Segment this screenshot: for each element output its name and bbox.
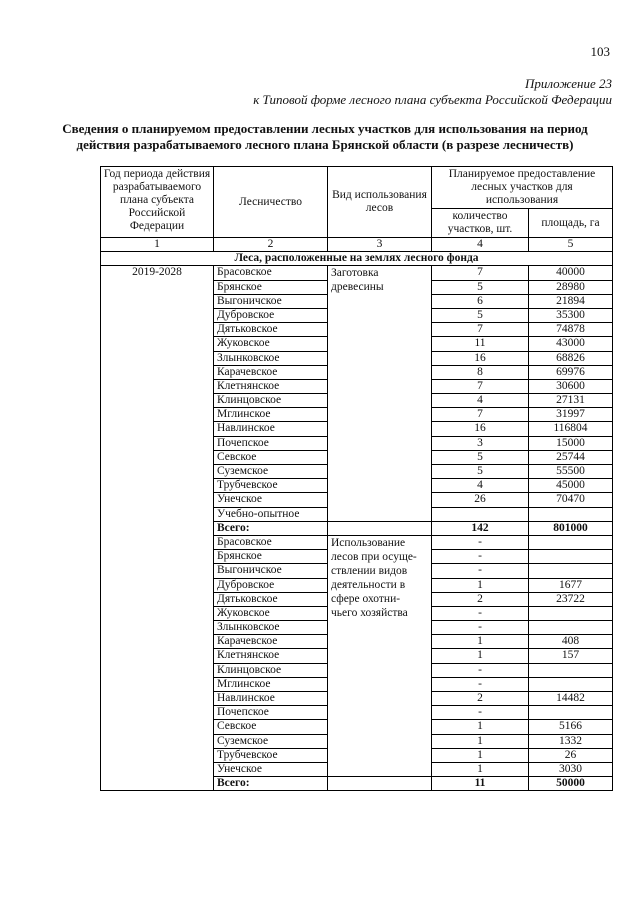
area-cell bbox=[529, 550, 613, 564]
area-cell: 35300 bbox=[529, 308, 613, 322]
forestry-cell: Мглинское bbox=[214, 677, 328, 691]
header-use-type: Вид использования лесов bbox=[328, 167, 432, 238]
area-cell: 68826 bbox=[529, 351, 613, 365]
count-cell bbox=[432, 507, 529, 521]
total-use-empty bbox=[328, 521, 432, 535]
appendix-caption bbox=[253, 76, 612, 108]
area-cell: 3030 bbox=[529, 762, 613, 776]
area-cell bbox=[529, 535, 613, 549]
forestry-cell: Учебно-опытное bbox=[214, 507, 328, 521]
total-label: Всего: bbox=[214, 777, 328, 791]
forestry-cell: Дятьковское bbox=[214, 592, 328, 606]
forestry-cell: Суземское bbox=[214, 734, 328, 748]
count-cell: 11 bbox=[432, 337, 529, 351]
forestry-cell: Брасовское bbox=[214, 535, 328, 549]
area-cell: 69976 bbox=[529, 365, 613, 379]
area-cell: 28980 bbox=[529, 280, 613, 294]
total-count: 142 bbox=[432, 521, 529, 535]
use-type-cell bbox=[328, 535, 432, 776]
area-cell bbox=[529, 677, 613, 691]
forestry-cell: Клинцовское bbox=[214, 394, 328, 408]
use-type-line: деятельности в bbox=[331, 578, 406, 591]
header-count: количество участков, шт. bbox=[432, 209, 529, 238]
use-type-cell: Заготовка древесины bbox=[328, 266, 432, 521]
area-cell bbox=[529, 606, 613, 620]
area-cell: 1677 bbox=[529, 578, 613, 592]
area-cell: 116804 bbox=[529, 422, 613, 436]
forestry-cell: Клетнянское bbox=[214, 379, 328, 393]
forestry-cell: Навлинское bbox=[214, 692, 328, 706]
use-type-line: сфере охотни- bbox=[331, 592, 401, 605]
count-cell: 16 bbox=[432, 351, 529, 365]
count-cell: - bbox=[432, 535, 529, 549]
area-cell: 74878 bbox=[529, 323, 613, 337]
forestry-cell: Почепское bbox=[214, 436, 328, 450]
forestry-cell: Трубчевское bbox=[214, 479, 328, 493]
count-cell: - bbox=[432, 564, 529, 578]
forestry-cell: Унечское bbox=[214, 762, 328, 776]
appendix-line-1: Приложение 23 bbox=[524, 76, 612, 91]
document-title: Сведения о планируемом предоставлении лесных участков для использования на период действия разрабатываемого лесного плана Брянской области (в разрезе лесничеств) bbox=[62, 121, 588, 152]
forestry-cell: Дятьковское bbox=[214, 323, 328, 337]
area-cell bbox=[529, 507, 613, 521]
forestry-cell: Дубровское bbox=[214, 578, 328, 592]
forestry-cell: Почепское bbox=[214, 706, 328, 720]
count-cell: 1 bbox=[432, 635, 529, 649]
area-cell: 31997 bbox=[529, 408, 613, 422]
area-cell: 21894 bbox=[529, 294, 613, 308]
forestry-cell: Злынковское bbox=[214, 351, 328, 365]
total-area: 801000 bbox=[529, 521, 613, 535]
total-area: 50000 bbox=[529, 777, 613, 791]
total-label: Всего: bbox=[214, 521, 328, 535]
forestry-cell: Злынковское bbox=[214, 621, 328, 635]
count-cell: - bbox=[432, 706, 529, 720]
table-body bbox=[101, 238, 613, 791]
count-cell: 6 bbox=[432, 294, 529, 308]
use-type-line: Использование bbox=[331, 536, 406, 549]
area-cell: 408 bbox=[529, 635, 613, 649]
forestry-cell: Дубровское bbox=[214, 308, 328, 322]
area-cell: 26 bbox=[529, 748, 613, 762]
count-cell: 1 bbox=[432, 578, 529, 592]
section-row bbox=[101, 252, 613, 266]
area-cell: 15000 bbox=[529, 436, 613, 450]
forestry-cell: Суземское bbox=[214, 465, 328, 479]
forestry-cell: Выгоничское bbox=[214, 294, 328, 308]
total-use-empty bbox=[328, 777, 432, 791]
forestry-cell: Карачевское bbox=[214, 635, 328, 649]
count-cell: 7 bbox=[432, 408, 529, 422]
count-cell: 5 bbox=[432, 280, 529, 294]
count-cell: 7 bbox=[432, 266, 529, 280]
forest-allocation-table bbox=[100, 166, 613, 791]
page-number: 103 bbox=[590, 44, 610, 59]
count-cell: 26 bbox=[432, 493, 529, 507]
area-cell: 23722 bbox=[529, 592, 613, 606]
forestry-cell: Мглинское bbox=[214, 408, 328, 422]
area-cell: 30600 bbox=[529, 379, 613, 393]
count-cell: 5 bbox=[432, 450, 529, 464]
appendix-line-2: к Типовой форме лесного плана субъекта Российской Федерации bbox=[253, 92, 612, 107]
forestry-cell: Брянское bbox=[214, 280, 328, 294]
area-cell: 70470 bbox=[529, 493, 613, 507]
area-cell: 40000 bbox=[529, 266, 613, 280]
count-cell: - bbox=[432, 663, 529, 677]
count-cell: 1 bbox=[432, 720, 529, 734]
count-cell: 7 bbox=[432, 379, 529, 393]
area-cell: 5166 bbox=[529, 720, 613, 734]
area-cell: 27131 bbox=[529, 394, 613, 408]
forestry-cell: Брасовское bbox=[214, 266, 328, 280]
column-number-row bbox=[101, 238, 613, 252]
area-cell: 1332 bbox=[529, 734, 613, 748]
count-cell: 1 bbox=[432, 748, 529, 762]
table-row bbox=[101, 266, 613, 280]
header-forestry: Лесничество bbox=[214, 167, 328, 238]
forestry-cell: Брянское bbox=[214, 550, 328, 564]
period-cell: 2019-2028 bbox=[101, 266, 214, 791]
header-area: площадь, га bbox=[529, 209, 613, 238]
count-cell: - bbox=[432, 677, 529, 691]
count-cell: 16 bbox=[432, 422, 529, 436]
use-type-line: лесов при осуще- bbox=[331, 550, 417, 563]
forestry-cell: Севское bbox=[214, 450, 328, 464]
area-cell: 157 bbox=[529, 649, 613, 663]
forestry-cell: Трубчевское bbox=[214, 748, 328, 762]
forestry-cell: Навлинское bbox=[214, 422, 328, 436]
count-cell: 7 bbox=[432, 323, 529, 337]
count-cell: - bbox=[432, 621, 529, 635]
area-cell: 55500 bbox=[529, 465, 613, 479]
use-type-line: ствлении видов bbox=[331, 564, 408, 577]
area-cell bbox=[529, 663, 613, 677]
count-cell: 4 bbox=[432, 479, 529, 493]
forestry-cell: Карачевское bbox=[214, 365, 328, 379]
header-row-1 bbox=[101, 167, 613, 209]
area-cell: 43000 bbox=[529, 337, 613, 351]
section-title: Леса, расположенные на землях лесного фонда bbox=[101, 252, 613, 266]
area-cell: 45000 bbox=[529, 479, 613, 493]
forestry-cell: Жуковское bbox=[214, 606, 328, 620]
column-number: 3 bbox=[328, 238, 432, 252]
count-cell: 5 bbox=[432, 465, 529, 479]
count-cell: 1 bbox=[432, 762, 529, 776]
header-period: Год периода действия разрабатываемого плана субъекта Российской Федерации bbox=[101, 167, 214, 238]
count-cell: 1 bbox=[432, 649, 529, 663]
forestry-cell: Выгоничское bbox=[214, 564, 328, 578]
count-cell: 5 bbox=[432, 308, 529, 322]
header-planned: Планируемое предоставление лесных участков для использования bbox=[432, 167, 613, 209]
total-count: 11 bbox=[432, 777, 529, 791]
column-number: 2 bbox=[214, 238, 328, 252]
count-cell: 1 bbox=[432, 734, 529, 748]
forestry-cell: Клинцовское bbox=[214, 663, 328, 677]
count-cell: 8 bbox=[432, 365, 529, 379]
area-cell: 14482 bbox=[529, 692, 613, 706]
forestry-cell: Унечское bbox=[214, 493, 328, 507]
count-cell: 3 bbox=[432, 436, 529, 450]
column-number: 4 bbox=[432, 238, 529, 252]
use-type-line: чьего хозяйства bbox=[331, 606, 408, 619]
count-cell: 2 bbox=[432, 692, 529, 706]
forestry-cell: Клетнянское bbox=[214, 649, 328, 663]
count-cell: - bbox=[432, 550, 529, 564]
column-number: 1 bbox=[101, 238, 214, 252]
count-cell: - bbox=[432, 606, 529, 620]
count-cell: 2 bbox=[432, 592, 529, 606]
forestry-cell: Севское bbox=[214, 720, 328, 734]
area-cell bbox=[529, 621, 613, 635]
area-cell bbox=[529, 706, 613, 720]
area-cell: 25744 bbox=[529, 450, 613, 464]
count-cell: 4 bbox=[432, 394, 529, 408]
area-cell bbox=[529, 564, 613, 578]
forestry-cell: Жуковское bbox=[214, 337, 328, 351]
column-number: 5 bbox=[529, 238, 613, 252]
